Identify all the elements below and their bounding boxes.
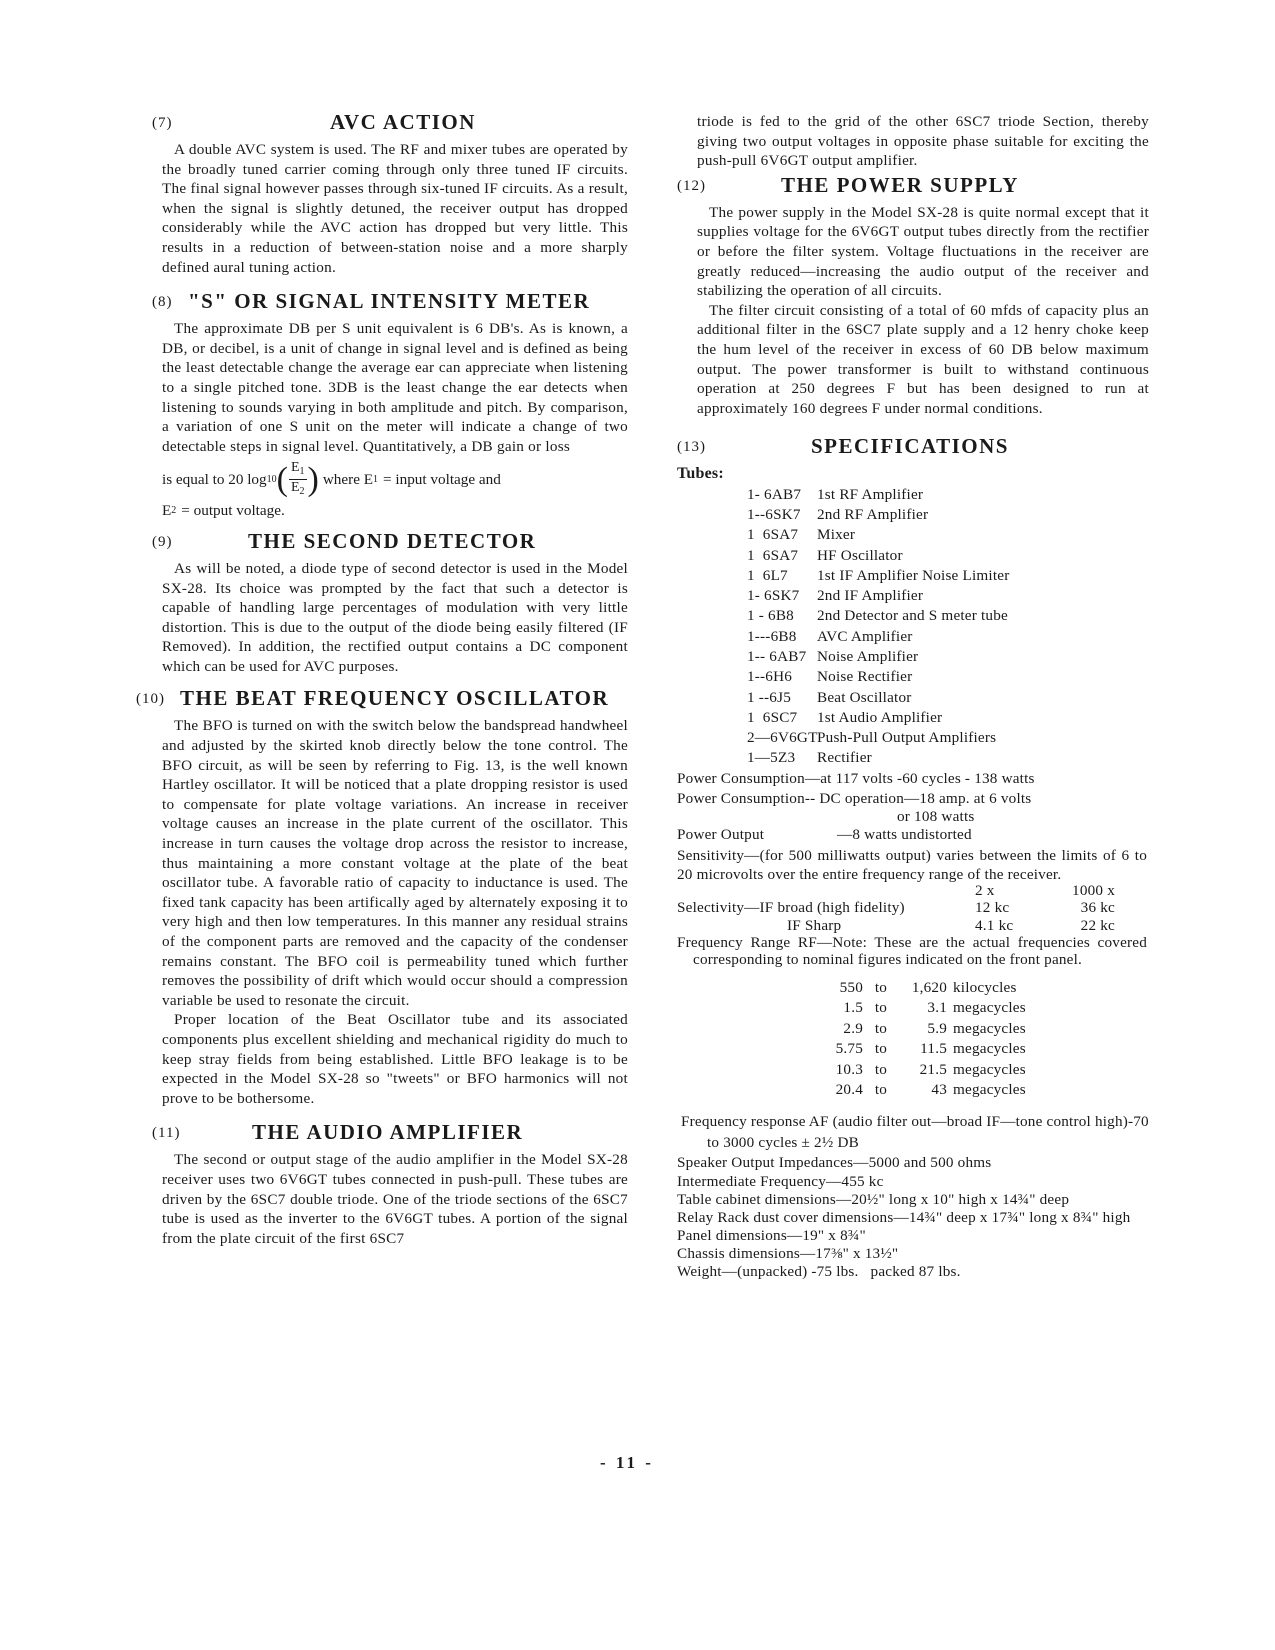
selectivity-col-header: 1000 x (1072, 881, 1115, 899)
tube-function: Push-Pull Output Amplifiers (817, 729, 997, 747)
power-consumption-ac: Power Consumption—at 117 volts -60 cycles - 138 watts (677, 769, 1035, 787)
tube-function: Rectifier (817, 749, 872, 767)
frequency-range-note: Frequency Range RF—Note: These are the actual frequencies covered corresponding to nominal figures indicated on the front panel. (677, 933, 1147, 968)
range-to: 21.5 (919, 1060, 947, 1078)
paragraph: As will be noted, a diode type of second detector is used in the Model SX-28. Its choice was prompted by the fact that such a detector is capable of handling large percentages of modulation with very little distortion. This is due to the output of the diode being easily filtered (IF Removed). In addition, the rectified output contains a DC component which can be used for AVC purposes. (162, 559, 628, 675)
range-to-word: to (874, 1040, 888, 1058)
frequency-range-row (817, 1039, 1149, 1060)
section-heading-avc (152, 110, 628, 140)
tube-type: 1 --6J5 (747, 688, 792, 706)
frequency-range-row (817, 1060, 1149, 1081)
section-heading-audio (152, 1120, 628, 1150)
range-to: 3.1 (927, 999, 947, 1017)
selectivity-row (677, 918, 1149, 934)
section-title: SPECIFICATIONS (811, 434, 1009, 459)
section-title: "S" OR SIGNAL INTENSITY METER (188, 289, 591, 314)
selectivity-col-header: 2 x (975, 881, 995, 899)
panel-dimensions: Panel dimensions—19" x 8¾" (677, 1226, 866, 1244)
tube-type: 1—5Z3 (747, 749, 796, 767)
section-number: (12) (677, 177, 706, 194)
section-heading-power (677, 173, 1149, 203)
selectivity-value: 12 kc (975, 898, 1010, 916)
tube-type: 1 6L7 (747, 566, 788, 584)
paragraph-continuation: triode is fed to the grid of the other 6SC7 triode Section, thereby giving two output voltages in opposite phase suitable for exciting the push-pull 6V6GT output amplifier. (697, 113, 1149, 170)
tube-row (747, 748, 1149, 768)
tube-row (747, 688, 1149, 708)
page-number: - 11 - (600, 1453, 654, 1472)
selectivity-value: 36 kc (1080, 898, 1115, 916)
tube-function: HF Oscillator (817, 546, 903, 564)
range-to-word: to (874, 1060, 888, 1078)
tube-type: 1 6SC7 (747, 708, 798, 726)
tube-function: 1st RF Amplifier (817, 485, 924, 503)
tube-row (747, 728, 1149, 748)
section-heading-s-meter (152, 289, 628, 319)
relay-rack-dimensions: Relay Rack dust cover dimensions—14¾" deep x 17¾" long x 8¾" high (677, 1208, 1131, 1226)
formula-denominator: E (290, 480, 300, 496)
power-consumption-dc-cont: or 108 watts (897, 808, 975, 826)
tube-type: 1--6SK7 (747, 505, 801, 523)
formula-end-var: E (162, 502, 172, 520)
range-to: 1,620 (911, 978, 947, 996)
range-to: 43 (931, 1081, 947, 1099)
section-title: THE BEAT FREQUENCY OSCILLATOR (180, 686, 610, 711)
tube-type: 2—6V6GT (747, 729, 818, 747)
left-column (136, 110, 628, 1248)
selectivity-table (677, 881, 1149, 934)
tube-type: 1--6H6 (747, 668, 793, 686)
formula-numerator: E (290, 460, 300, 476)
weight: Weight—(unpacked) -75 lbs. packed 87 lbs. (677, 1262, 961, 1280)
paragraph: Proper location of the Beat Oscillator tube and its associated components plus excellent shielding and mechanical rigidity do much to keep stray fields from being established. Little BFO leakage is to be expected in the Model SX-28 so "tweets" or BFO harmonics will not prove to be bothersome. (162, 1011, 628, 1107)
tube-type: 1- 6SK7 (747, 587, 800, 605)
tube-function: Mixer (817, 526, 856, 544)
formula-suffix: where E (322, 471, 374, 489)
section-heading-detector (152, 529, 628, 559)
tube-function: Noise Amplifier (817, 647, 919, 665)
tube-row (747, 505, 1149, 525)
paragraph: The BFO is turned on with the switch below the bandspread handwheel and adjusted by the skirted knob directly below the tone control. The BFO circuit, as will be seen by referring to Fig. 13, is the well known Hartley oscillator. It will be noticed that a plate dropping resistor is used to compensate for plate voltage variations. An increase in receiver voltage causes an increase in the plate current of the oscillator. This increase in turn causes the voltage drop across the resistor to increase, thus maintaining a more constant voltage at the plate of the beat oscillator tube. A favorable ratio of capacity to inductance is used. The fixed tank capacity has been artifically aged by alternately exposing it to very high and then low temperatures. In this manner any residual strains of the component parts are removed and the capacity of the condenser remains constant. The BFO coil is permeability tuned which further removes the possibility of drift which would occur should a compression variable be used to resonate the circuit. (162, 717, 628, 1009)
tube-row (747, 566, 1149, 586)
section-number: (7) (152, 115, 173, 131)
range-to-word: to (874, 1081, 888, 1099)
tube-function: AVC Amplifier (817, 627, 913, 645)
range-unit: megacycles (953, 1040, 1026, 1058)
tube-type: 1 6SA7 (747, 546, 799, 564)
formula-log-base: 10 (266, 474, 277, 486)
decibel-formula (162, 460, 628, 499)
formula-fraction (289, 460, 307, 499)
tube-row (747, 667, 1149, 687)
tube-row (747, 708, 1149, 728)
tube-row (747, 647, 1149, 667)
range-to-word: to (874, 999, 888, 1017)
power-output (677, 825, 1149, 845)
specifications (677, 464, 1149, 1281)
tube-type: 1 - 6B8 (747, 607, 794, 625)
paragraph: The filter circuit consisting of a total of 60 mfds of capacity plus an additional filter in the 6SC7 plate supply and a 12 henry choke keep the hum level of the receiver in excess of 60 DB below maximum output. The power transformer is built to withstand continuous operation at 250 degrees F but has been designed to run at approximately 160 degrees F under normal conditions. (697, 301, 1149, 417)
range-unit: megacycles (953, 1060, 1026, 1078)
range-from: 2.9 (843, 1019, 863, 1037)
range-to: 5.9 (927, 1019, 947, 1037)
power-output-value: —8 watts undistorted (837, 826, 972, 844)
tube-function: 2nd Detector and S meter tube (817, 607, 1008, 625)
section-number: (8) (152, 294, 173, 311)
tube-list (697, 485, 1149, 769)
speaker-impedances: Speaker Output Impedances—5000 and 500 ohms (677, 1153, 992, 1171)
range-from: 550 (839, 978, 863, 996)
formula-end-sub: 2 (171, 505, 177, 517)
power-consumption-dc: Power Consumption-- DC operation—18 amp. at 6 volts (677, 790, 1032, 808)
formula-end-line (162, 501, 628, 521)
section-number: (11) (152, 1125, 181, 1142)
tube-function: 1st Audio Amplifier (817, 708, 943, 726)
selectivity-label: IF Sharp (787, 916, 842, 934)
formula-paren-close: ) (307, 460, 319, 498)
section-title: THE AUDIO AMPLIFIER (252, 1120, 524, 1145)
tube-function: Beat Oscillator (817, 688, 912, 706)
range-to-word: to (874, 978, 888, 996)
formula-prefix: is equal to 20 log (162, 471, 267, 489)
range-from: 20.4 (835, 1081, 863, 1099)
tube-function: 1st IF Amplifier Noise Limiter (817, 566, 1010, 584)
frequency-range-row (817, 1080, 1149, 1101)
tube-row (747, 586, 1149, 606)
chassis-dimensions: Chassis dimensions—17⅜" x 13½" (677, 1244, 899, 1262)
frequency-range-row (817, 998, 1149, 1019)
tubes-label: Tubes: (677, 465, 724, 483)
section-title: THE SECOND DETECTOR (248, 528, 537, 553)
range-to-word: to (874, 1019, 888, 1037)
paragraph: A double AVC system is used. The RF and mixer tubes are operated by the broadly tuned carrier coming through only three tuned IF circuits. The final signal however passes through six-tuned IF circuits. As a result, when the signal is slightly detuned, the receiver output has dropped considerably while the AVC action has dropped but very little. This results in a reduction of between-station noise and a more sharply defined aural tuning action. (162, 141, 628, 276)
right-column (677, 112, 1149, 1281)
formula-numerator-sub: 1 (299, 466, 305, 478)
range-unit: megacycles (953, 999, 1026, 1017)
formula-suffix-rest: = input voltage and (383, 471, 501, 489)
tube-row (747, 485, 1149, 505)
formula-denominator-sub: 2 (299, 486, 305, 498)
section-heading-specs (677, 434, 1149, 464)
section-heading-bfo (136, 686, 628, 716)
formula-paren-open: ( (276, 460, 288, 498)
tube-row (747, 606, 1149, 626)
frequency-response: Frequency response AF (audio filter out—broad IF—tone control high)-70 to 3000 cycles ± 2½ DB (681, 1112, 1149, 1151)
section-title: AVC ACTION (330, 110, 476, 134)
section-number: (9) (152, 533, 173, 550)
frequency-range-row (817, 1019, 1149, 1040)
tube-type: 1-- 6AB7 (747, 647, 807, 665)
range-from: 10.3 (835, 1060, 863, 1078)
paragraph: The power supply in the Model SX-28 is quite normal except that it supplies voltage for the 6V6GT output tubes directly from the rectifier or before the filter system. Voltage fluctuations in the receiver are greatly reduced—increasing the audio output of the receiver and stabilizing the operation of all circuits. (697, 203, 1149, 300)
range-from: 1.5 (843, 999, 863, 1017)
table-cabinet-dimensions: Table cabinet dimensions—20½" long x 10" high x 14¾" deep (677, 1190, 1070, 1208)
paragraph: The approximate DB per S unit equivalent is 6 DB's. As is known, a DB, or decibel, is a unit of change in signal level and is defined as being the least detectable change the average ear can appreciate when listening to a single pitched tone. 3DB is the least change the ear detects when listening to sounds varying in both amplitude and pitch. By comparison, a variation of one S unit on the meter will indicate a change of two detectable steps in signal level. Quantitatively, a DB gain or loss (162, 320, 628, 455)
frequency-range-table (817, 978, 1149, 1101)
tube-function: 2nd RF Amplifier (817, 505, 929, 523)
formula-suffix-sub: 1 (373, 474, 379, 486)
tube-row (747, 546, 1149, 566)
selectivity-value: 4.1 kc (975, 916, 1014, 934)
intermediate-frequency: Intermediate Frequency—455 kc (677, 1172, 884, 1190)
sensitivity: Sensitivity—(for 500 milliwatts output) varies between the limits of 6 to 20 microvolts over the entire frequency range of the receiver. (677, 846, 1147, 883)
formula-end-text: = output voltage. (181, 502, 285, 520)
tube-type: 1- 6AB7 (747, 485, 802, 503)
selectivity-header (677, 881, 1149, 899)
tube-function: 2nd IF Amplifier (817, 587, 924, 605)
tube-function: Noise Rectifier (817, 668, 913, 686)
selectivity-value: 22 kc (1080, 916, 1115, 934)
section-title: THE POWER SUPPLY (781, 172, 1019, 197)
section-number: (10) (136, 691, 165, 708)
paragraph: The second or output stage of the audio amplifier in the Model SX-28 receiver uses two 6V6GT tubes connected in push-pull. These tubes are driven by the 6SC7 double triode. One of the triode sections of the 6SC7 tube is used as the inverter to the 6V6GT tubes. A portion of the signal from the plate circuit of the first 6SC7 (162, 1151, 628, 1247)
selectivity-row (677, 898, 1149, 918)
tube-type: 1 6SA7 (747, 526, 799, 544)
power-output-label: Power Output (677, 826, 765, 844)
frequency-range-row (817, 978, 1149, 999)
range-unit: kilocycles (953, 978, 1017, 996)
tube-row (747, 525, 1149, 545)
range-from: 5.75 (835, 1040, 863, 1058)
range-unit: megacycles (953, 1081, 1026, 1099)
range-unit: megacycles (953, 1019, 1026, 1037)
range-to: 11.5 (920, 1040, 947, 1058)
selectivity-label: Selectivity—IF broad (high fidelity) (677, 898, 905, 916)
section-number: (13) (677, 439, 706, 456)
tube-type: 1---6B8 (747, 627, 797, 645)
tube-row (747, 627, 1149, 647)
